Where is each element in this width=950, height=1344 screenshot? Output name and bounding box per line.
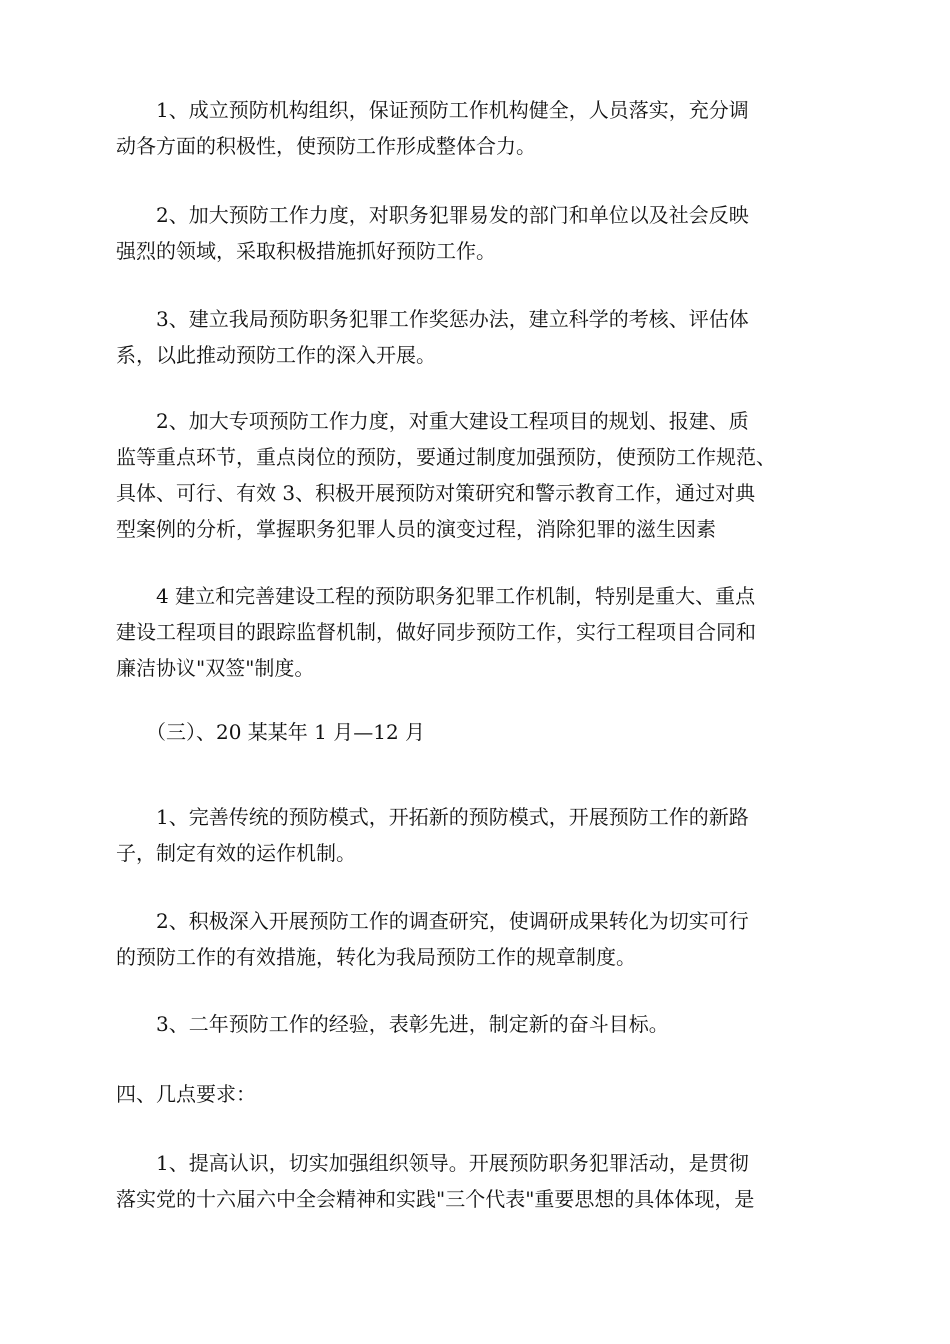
paragraph-4-line-3: 具体、可行、有效 3、积极开展预防对策研究和警示教育工作，通过对典 bbox=[116, 481, 756, 505]
section-heading-4-line-1: 四、几点要求： bbox=[116, 1082, 256, 1106]
paragraph-1-line-1: 1、成立预防机构组织，保证预防工作机构健全，人员落实，充分调 bbox=[156, 98, 749, 122]
paragraph-3-line-2: 系，以此推动预防工作的深入开展。 bbox=[116, 343, 436, 367]
section-heading-4 bbox=[116, 1076, 836, 1112]
paragraph-2 bbox=[116, 197, 836, 269]
paragraph-8-line-1: 2、积极深入开展预防工作的调查研究，使调研成果转化为切实可行 bbox=[156, 909, 749, 933]
paragraph-11 bbox=[116, 1145, 836, 1217]
section-heading-3 bbox=[116, 714, 836, 750]
paragraph-4-line-2: 监等重点环节，重点岗位的预防，要通过制度加强预防，使预防工作规范、 bbox=[116, 445, 776, 469]
paragraph-5-line-1: 4 建立和完善建设工程的预防职务犯罪工作机制，特别是重大、重点 bbox=[156, 584, 756, 608]
paragraph-11-line-2: 落实党的十六届六中全会精神和实践"三个代表"重要思想的具体体现，是 bbox=[116, 1187, 755, 1211]
paragraph-4 bbox=[116, 403, 836, 547]
paragraph-5 bbox=[116, 578, 836, 686]
paragraph-2-line-1: 2、加大预防工作力度，对职务犯罪易发的部门和单位以及社会反映 bbox=[156, 203, 749, 227]
paragraph-5-line-2: 建设工程项目的跟踪监督机制，做好同步预防工作，实行工程项目合同和 bbox=[116, 620, 756, 644]
paragraph-1-line-2: 动各方面的积极性，使预防工作形成整体合力。 bbox=[116, 134, 536, 158]
paragraph-3-line-1: 3、建立我局预防职务犯罪工作奖惩办法，建立科学的考核、评估体 bbox=[156, 307, 749, 331]
paragraph-3 bbox=[116, 301, 836, 373]
paragraph-4-line-1: 2、加大专项预防工作力度，对重大建设工程项目的规划、报建、质 bbox=[156, 409, 749, 433]
paragraph-5-line-3: 廉洁协议"双签"制度。 bbox=[116, 656, 315, 680]
paragraph-8 bbox=[116, 903, 836, 975]
paragraph-11-line-1: 1、提高认识，切实加强组织领导。开展预防职务犯罪活动，是贯彻 bbox=[156, 1151, 749, 1175]
paragraph-4-line-4: 型案例的分析，掌握职务犯罪人员的演变过程，消除犯罪的滋生因素 bbox=[116, 517, 716, 541]
paragraph-9 bbox=[116, 1006, 836, 1042]
paragraph-2-line-2: 强烈的领域，采取积极措施抓好预防工作。 bbox=[116, 239, 496, 263]
paragraph-7-line-1: 1、完善传统的预防模式，开拓新的预防模式，开展预防工作的新路 bbox=[156, 805, 749, 829]
paragraph-7 bbox=[116, 799, 836, 871]
paragraph-9-line-1: 3、二年预防工作的经验，表彰先进，制定新的奋斗目标。 bbox=[156, 1012, 669, 1036]
paragraph-8-line-2: 的预防工作的有效措施，转化为我局预防工作的规章制度。 bbox=[116, 945, 636, 969]
section-heading-3-line-1: （三）、20 某某年 1 月—12 月 bbox=[146, 720, 426, 744]
paragraph-1 bbox=[116, 92, 836, 164]
paragraph-7-line-2: 子，制定有效的运作机制。 bbox=[116, 841, 356, 865]
